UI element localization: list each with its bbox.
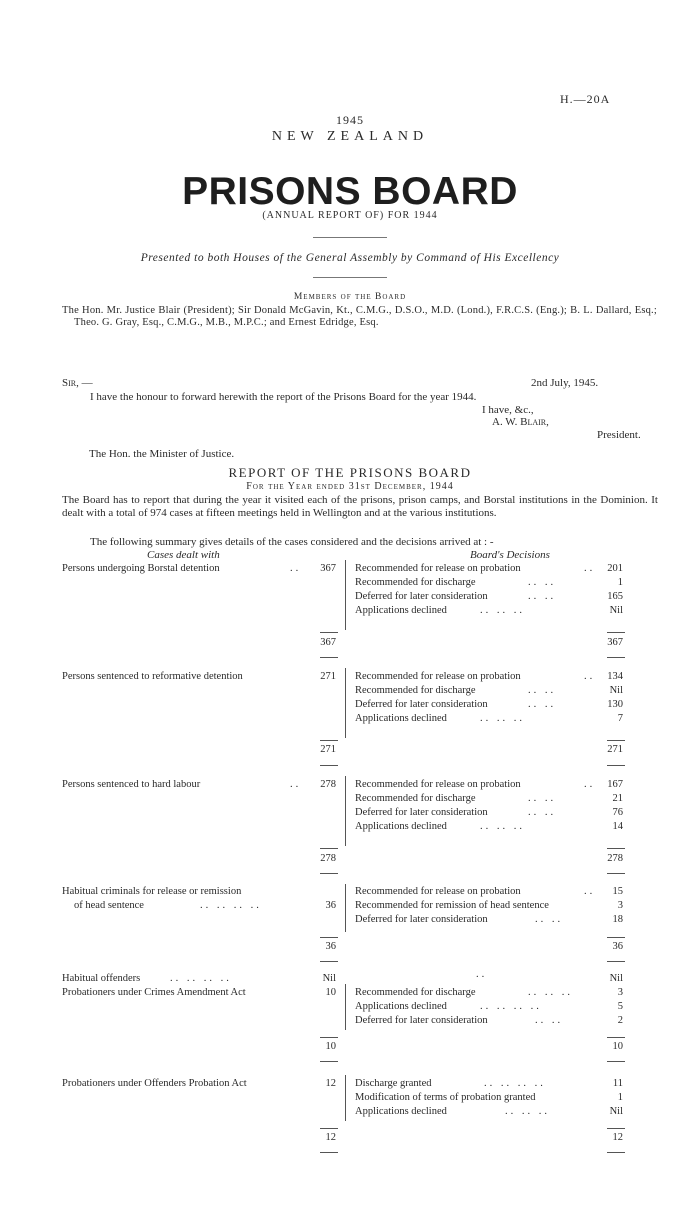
- case-count: 12: [325, 1078, 336, 1089]
- leader-dots: .. ..: [535, 914, 564, 925]
- decision-value: 18: [612, 914, 623, 925]
- total-rule: [607, 657, 625, 658]
- leader-dots: ..: [584, 671, 596, 682]
- total-rule: [607, 848, 625, 849]
- total-rule: [320, 740, 338, 741]
- leader-dots: .. .. .. ..: [200, 900, 262, 911]
- case-count: Nil: [322, 973, 336, 984]
- case-label: Probationers under Offenders Probation Act: [62, 1078, 247, 1089]
- letter-role: President.: [597, 429, 641, 441]
- case-total: 278: [320, 853, 336, 864]
- case-total: 271: [320, 744, 336, 755]
- report-intro-text: The Board has to report that during the year it visited each of the prisons, prison camps, and Borstal institutions in the Dominion. It dealt with a total of 974 cases at fifteen meetings held in Wellington and at the various institutions.: [62, 494, 658, 519]
- leader-dots: .. ..: [528, 807, 557, 818]
- letter-salutation: Sir, —: [62, 377, 93, 389]
- members-heading: Members of the Board: [293, 292, 407, 302]
- decision-label: Deferred for later consideration: [355, 807, 488, 818]
- case-label: Habitual offenders: [62, 973, 141, 984]
- leader-dots: .. ..: [528, 793, 557, 804]
- total-rule: [607, 632, 625, 633]
- total-rule: [607, 740, 625, 741]
- decision-total: 271: [607, 744, 623, 755]
- decision-value: Nil: [609, 1106, 623, 1117]
- decision-value: Nil: [609, 605, 623, 616]
- total-rule: [320, 1061, 338, 1062]
- members-text: The Hon. Mr. Justice Blair (President); Sir Donald McGavin, Kt., C.M.G., D.S.O., M.D. (Lond.), F.R.C.S. (Eng.); B. L. Dallard, Esq.; Theo. G. Gray, Esq., C.M.G., M.B., M.P.C.; and Ernest Edridge, Esq.: [62, 305, 657, 328]
- case-label: Persons undergoing Borstal detention: [62, 563, 220, 574]
- column-divider: [345, 776, 346, 846]
- leader-dots: .. .. .. ..: [480, 1001, 542, 1012]
- decision-value: Nil: [609, 973, 623, 984]
- decision-value: 2: [617, 1015, 623, 1026]
- decision-value: 167: [607, 779, 623, 790]
- decision-value: 7: [617, 713, 623, 724]
- decision-value: 165: [607, 591, 623, 602]
- decision-value: 76: [612, 807, 623, 818]
- presented-line: Presented to both Houses of the General Assembly by Command of His Excellency: [140, 252, 560, 264]
- decision-label: Recommended for discharge: [355, 685, 476, 696]
- case-count: 367: [320, 563, 336, 574]
- report-intro: [62, 494, 658, 520]
- column-divider: [345, 668, 346, 738]
- total-rule: [320, 657, 338, 658]
- decision-label: Recommended for discharge: [355, 577, 476, 588]
- decision-label: Applications declined: [355, 605, 447, 616]
- column-divider: [345, 560, 346, 630]
- decision-total: 36: [612, 941, 623, 952]
- country-heading: NEW ZEALAND: [271, 129, 429, 144]
- decision-value: 3: [617, 900, 623, 911]
- decision-label: Recommended for discharge: [355, 793, 476, 804]
- leader-dots: ..: [584, 779, 596, 790]
- leader-dots: ..: [584, 563, 596, 574]
- leader-dots: .. .. ..: [480, 821, 525, 832]
- total-rule: [320, 1128, 338, 1129]
- decision-value: 14: [612, 821, 623, 832]
- total-rule: [607, 873, 625, 874]
- column-heading-decisions: Board's Decisions: [470, 549, 550, 561]
- total-rule: [320, 848, 338, 849]
- decision-value: 134: [607, 671, 623, 682]
- case-total: 10: [325, 1041, 336, 1052]
- document-reference: H.—20A: [560, 92, 611, 106]
- leader-dots: .. ..: [528, 591, 557, 602]
- total-rule: [320, 765, 338, 766]
- leader-dots: ..: [290, 563, 302, 574]
- leader-dots: ..: [584, 886, 596, 897]
- decision-label: Recommended for release on probation: [355, 779, 521, 790]
- decision-value: 3: [617, 987, 623, 998]
- report-heading: REPORT OF THE PRISONS BOARD: [228, 465, 472, 480]
- decision-label: Applications declined: [355, 1106, 447, 1117]
- decision-label: Applications declined: [355, 713, 447, 724]
- leader-dots: .. .. ..: [480, 605, 525, 616]
- decision-value: 201: [607, 563, 623, 574]
- decision-total: 367: [607, 637, 623, 648]
- total-rule: [607, 1128, 625, 1129]
- divider: [313, 277, 387, 278]
- page-title: PRISONS BOARD: [182, 170, 518, 213]
- total-rule: [607, 765, 625, 766]
- column-heading-cases: Cases dealt with: [147, 549, 220, 561]
- total-rule: [607, 1152, 625, 1153]
- letter-closing: I have, &c.,: [482, 404, 534, 416]
- leader-dots: .. .. ..: [480, 713, 525, 724]
- decision-label: Applications declined: [355, 821, 447, 832]
- decision-label: Recommended for discharge: [355, 987, 476, 998]
- letter-date: 2nd July, 1945.: [531, 377, 599, 389]
- case-total: 12: [325, 1132, 336, 1143]
- decision-total: 278: [607, 853, 623, 864]
- leader-dots: .. ..: [528, 699, 557, 710]
- decision-total: 10: [612, 1041, 623, 1052]
- leader-dots: .. .. ..: [505, 1106, 550, 1117]
- decision-value: 130: [607, 699, 623, 710]
- case-label-continued: of head sentence: [74, 900, 144, 911]
- leader-dots: .. .. .. ..: [170, 973, 232, 984]
- column-divider: [345, 984, 346, 1030]
- leader-dots: .. ..: [535, 1015, 564, 1026]
- leader-dots: .. ..: [528, 685, 557, 696]
- decision-label: Deferred for later consideration: [355, 699, 488, 710]
- decision-value: 5: [617, 1001, 623, 1012]
- total-rule: [320, 632, 338, 633]
- decision-label: Modification of terms of probation granted: [355, 1092, 536, 1103]
- report-summary: The following summary gives details of the cases considered and the decisions arrived at : -: [90, 536, 494, 548]
- case-label: Probationers under Crimes Amendment Act: [62, 987, 246, 998]
- total-rule: [320, 937, 338, 938]
- column-divider: [345, 884, 346, 932]
- letter-addressee: The Hon. the Minister of Justice.: [89, 448, 235, 460]
- decision-label: Deferred for later consideration: [355, 914, 488, 925]
- leader-dots: .. .. .. ..: [484, 1078, 546, 1089]
- report-subheading: For the Year ended 31st December, 1944: [246, 481, 454, 492]
- case-label: Persons sentenced to reformative detention: [62, 671, 243, 682]
- case-label: Persons sentenced to hard labour: [62, 779, 201, 790]
- column-divider: [345, 1075, 346, 1121]
- decision-label: Discharge granted: [355, 1078, 432, 1089]
- total-rule: [607, 1061, 625, 1062]
- decision-value: 1: [617, 577, 623, 588]
- total-rule: [607, 1037, 625, 1038]
- case-count: 10: [325, 987, 336, 998]
- case-count: 278: [320, 779, 336, 790]
- case-label: Habitual criminals for release or remission: [62, 886, 242, 897]
- decision-value: 21: [612, 793, 623, 804]
- decision-value: 1: [617, 1092, 623, 1103]
- members-list: [62, 305, 657, 329]
- total-rule: [320, 1152, 338, 1153]
- decision-value: 15: [612, 886, 623, 897]
- decision-value: 11: [612, 1078, 623, 1089]
- case-count: 36: [325, 900, 336, 911]
- total-rule: [320, 1037, 338, 1038]
- case-count: 271: [320, 671, 336, 682]
- decision-label: Recommended for remission of head sentence: [355, 900, 549, 911]
- leader-dots: ..: [476, 969, 488, 980]
- letter-body: I have the honour to forward herewith the report of the Prisons Board for the year 1944.: [90, 391, 477, 403]
- leader-dots: .. .. ..: [528, 987, 573, 998]
- decision-total: 12: [612, 1132, 623, 1143]
- decision-value: Nil: [609, 685, 623, 696]
- divider: [313, 237, 387, 238]
- total-rule: [607, 937, 625, 938]
- decision-label: Deferred for later consideration: [355, 591, 488, 602]
- page-subtitle: (ANNUAL REPORT OF) FOR 1944: [262, 210, 438, 221]
- decision-label: Deferred for later consideration: [355, 1015, 488, 1026]
- total-rule: [607, 961, 625, 962]
- decision-label: Recommended for release on probation: [355, 886, 521, 897]
- letter-signature: A. W. Blair,: [492, 416, 549, 428]
- decision-label: Applications declined: [355, 1001, 447, 1012]
- total-rule: [320, 961, 338, 962]
- decision-label: Recommended for release on probation: [355, 563, 521, 574]
- decision-label: Recommended for release on probation: [355, 671, 521, 682]
- document-year: 1945: [336, 113, 364, 127]
- leader-dots: .. ..: [528, 577, 557, 588]
- leader-dots: ..: [290, 779, 302, 790]
- case-total: 36: [325, 941, 336, 952]
- total-rule: [320, 873, 338, 874]
- case-total: 367: [320, 637, 336, 648]
